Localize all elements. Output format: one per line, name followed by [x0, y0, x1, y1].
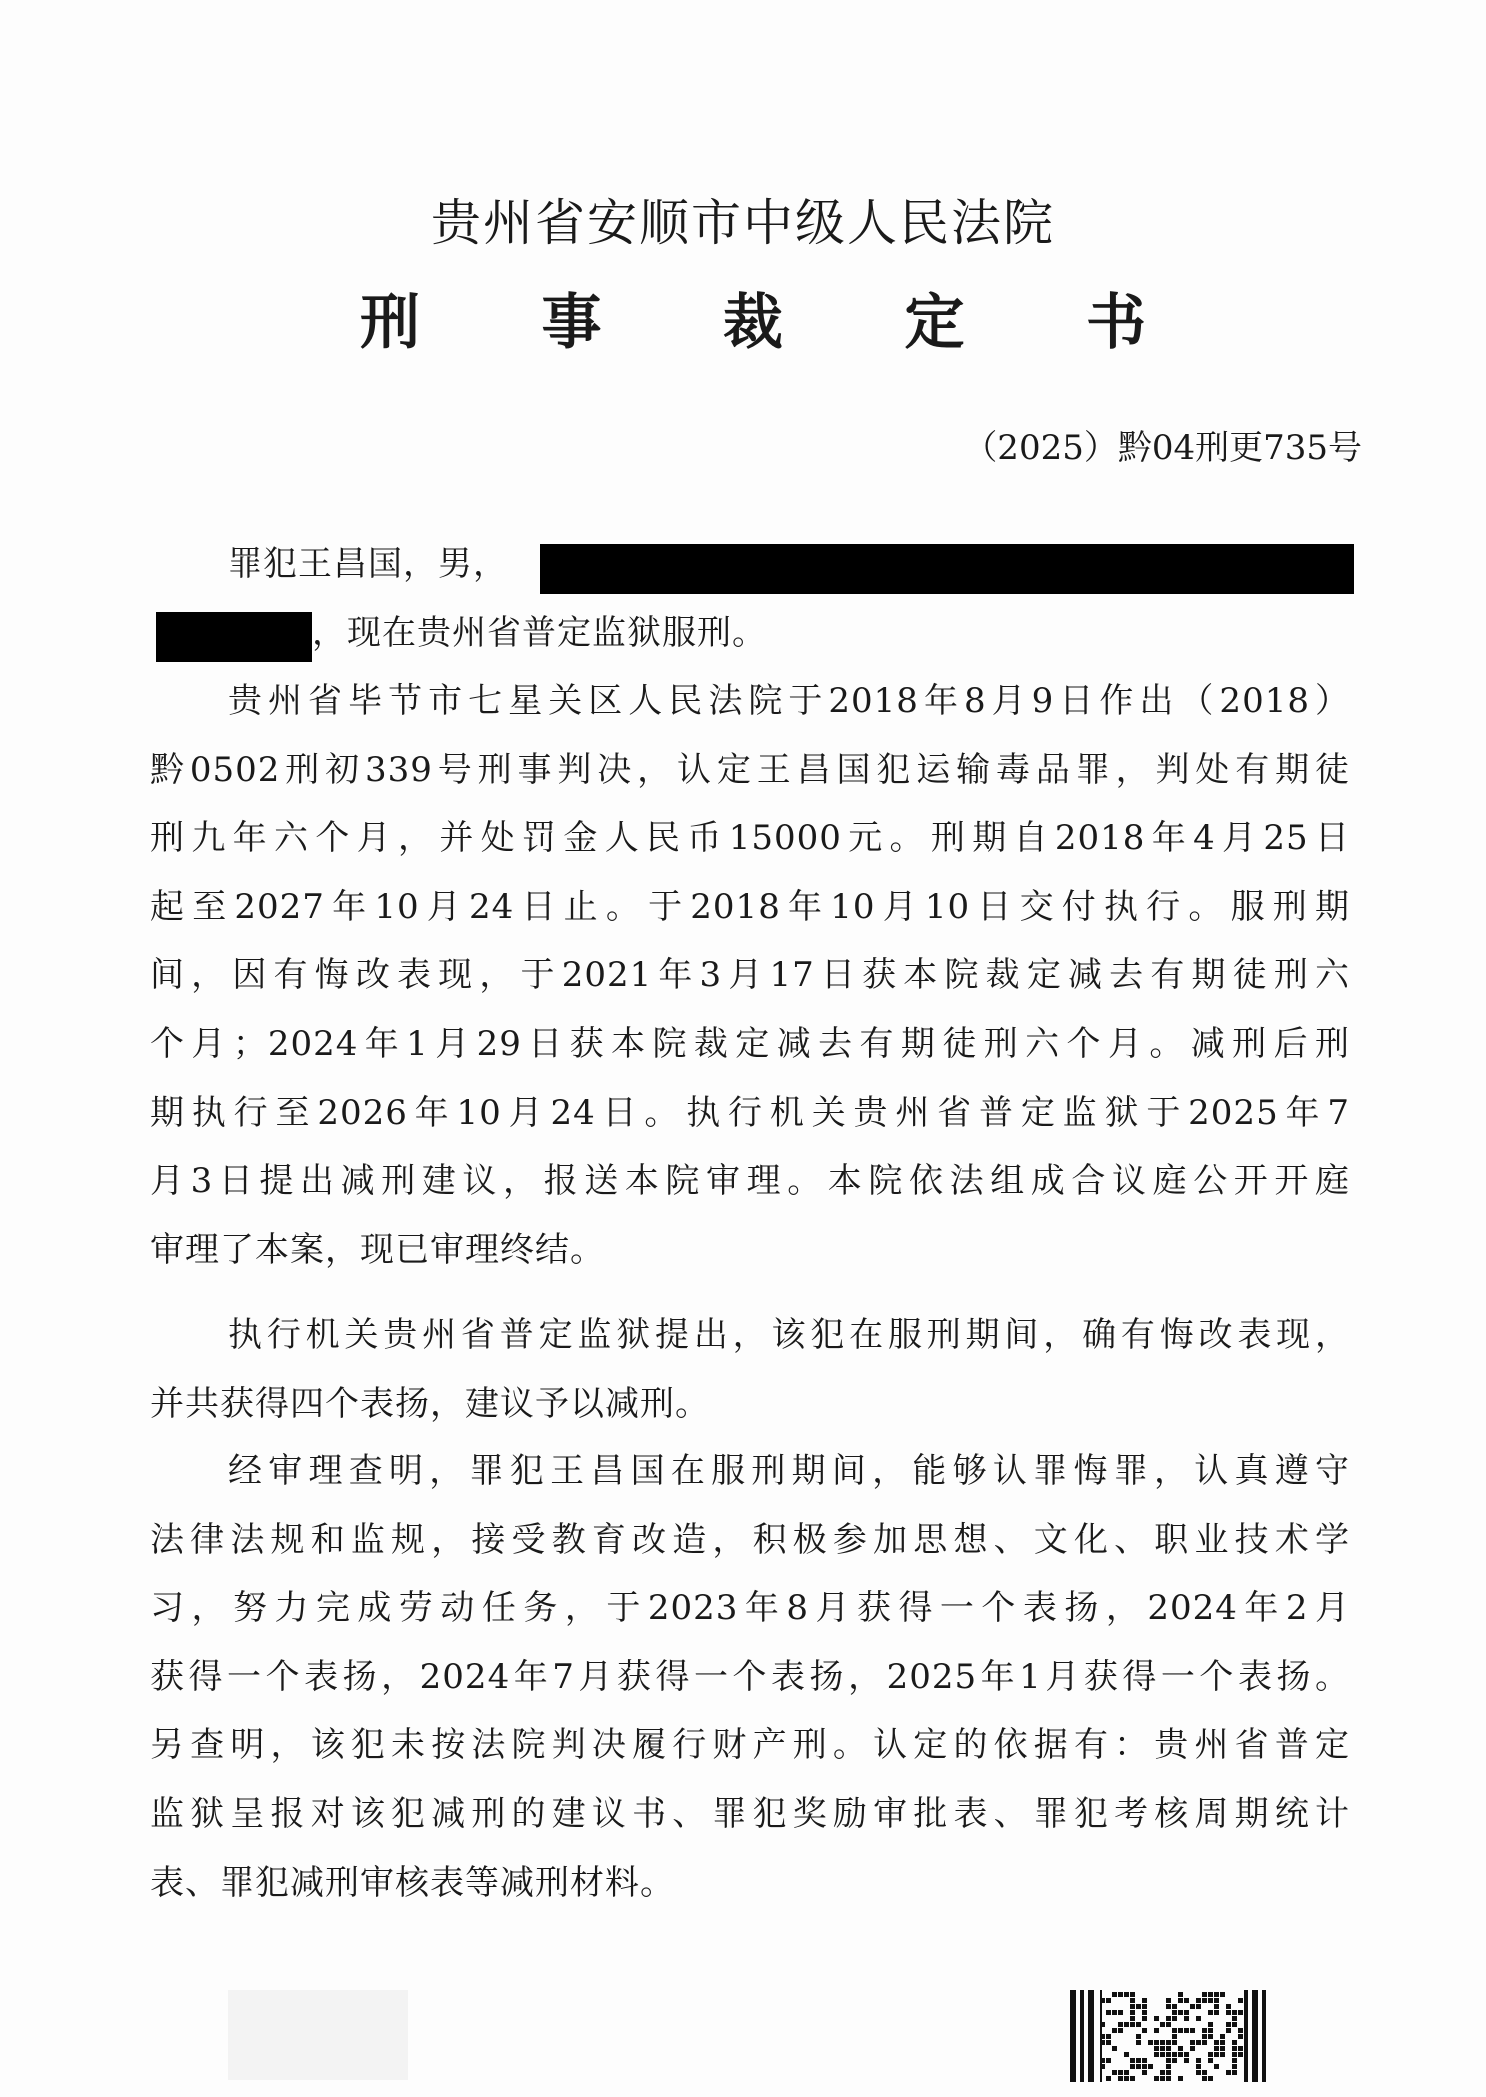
text-line: 起至2027年10月24日止。于2018年10月10日交付执行。服刑期	[150, 886, 1350, 927]
text-line: 罪犯王昌国，男，	[228, 544, 508, 584]
doc-type-char-2: 事	[541, 288, 602, 358]
paragraph-prison-proposal	[150, 1301, 1350, 1438]
doc-type-char-5: 书	[1086, 288, 1146, 358]
text-line: 贵州省毕节市七星关区人民法院于2018年8月9日作出（2018）	[228, 681, 1350, 721]
text-line: 监狱呈报对该犯减刑的建议书、罪犯奖励审批表、罪犯考核周期统计	[150, 1793, 1350, 1834]
text-line: 经审理查明，罪犯王昌国在服刑期间，能够认罪悔罪，认真遵守	[228, 1451, 1350, 1491]
text-line: 刑九年六个月，并处罚金人民币15000元。刑期自2018年4月25日	[150, 818, 1350, 859]
text-line: 黔0502刑初339号刑事判决，认定王昌国犯运输毒品罪，判处有期徒	[150, 749, 1350, 790]
barcode-icon	[1070, 1990, 1270, 2082]
watermark-pattern	[228, 1990, 408, 2080]
text-line: 月3日提出减刑建议，报送本院审理。本院依法组成合议庭公开开庭	[150, 1161, 1350, 1202]
doc-type-char-3: 裁	[723, 288, 783, 358]
redaction-block	[540, 544, 1354, 594]
text-line: 执行机关贵州省普定监狱提出，该犯在服刑期间，确有悔改表现，	[228, 1315, 1350, 1355]
paragraph-case-history	[150, 667, 1350, 1284]
doc-type-char-4: 定	[904, 288, 965, 358]
text-line: 期执行至2026年10月24日。执行机关贵州省普定监狱于2025年7	[150, 1092, 1350, 1133]
text-line: 习，努力完成劳动任务，于2023年8月获得一个表扬，2024年2月	[150, 1588, 1350, 1629]
text-line: 审理了本案，现已审理终结。	[150, 1229, 605, 1270]
text-line: 法律法规和监规，接受教育改造，积极参加思想、文化、职业技术学	[150, 1519, 1350, 1560]
paragraph-findings	[150, 1437, 1350, 1917]
text-line: 另查明，该犯未按法院判决履行财产刑。认定的依据有：贵州省普定	[150, 1725, 1350, 1766]
text-line: 获得一个表扬，2024年7月获得一个表扬，2025年1月获得一个表扬。	[150, 1656, 1350, 1697]
document-type-title	[360, 282, 1146, 364]
text-line: 个月；2024年1月29日获本院裁定减去有期徒刑六个月。减刑后刑	[150, 1023, 1350, 1064]
text-line: 间，因有悔改表现，于2021年3月17日获本院裁定减去有期徒刑六	[150, 955, 1350, 996]
court-name: 贵州省安顺市中级人民法院	[431, 194, 1055, 252]
doc-type-char-1: 刑	[360, 288, 420, 358]
text-line: 并共获得四个表扬，建议予以减刑。	[150, 1383, 710, 1424]
case-number: （2025）黔04刑更735号	[963, 428, 1362, 468]
redaction-block	[156, 612, 312, 662]
text-line: ，现在贵州省普定监狱服刑。	[312, 612, 767, 653]
text-line: 表、罪犯减刑审核表等减刑材料。	[150, 1862, 675, 1903]
